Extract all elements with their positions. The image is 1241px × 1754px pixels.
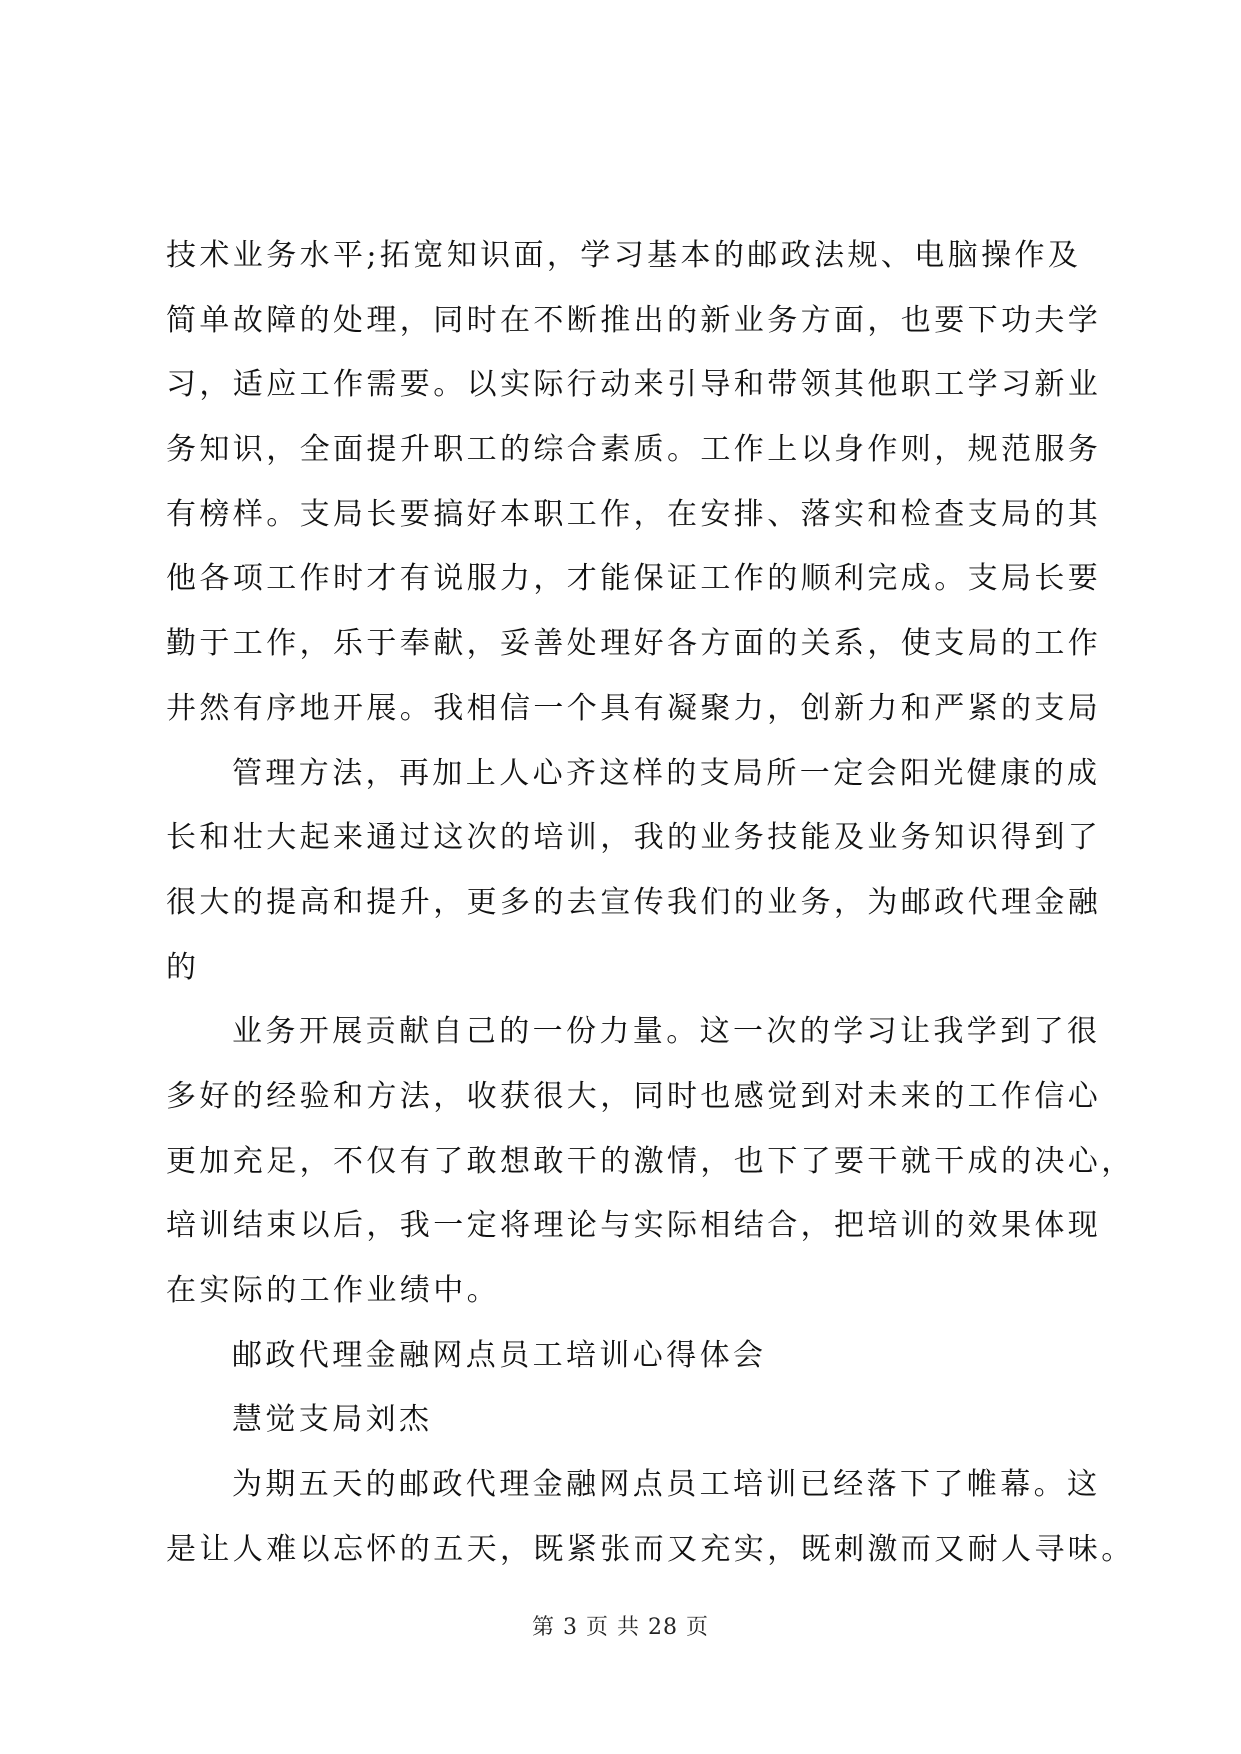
text-line: 技术业务水平;拓宽知识面，学习基本的邮政法规、电脑操作及: [166, 238, 1082, 273]
text-line: 管理方法，再加上人心齐这样的支局所一定会阳光健康的成: [232, 755, 1101, 791]
text-line: 很大的提高和提升，更多的去宣传我们的业务，为邮政代理金融: [166, 884, 1102, 920]
text-line: 井然有序地开展。我相信一个具有凝聚力，创新力和严紧的支局: [166, 690, 1102, 726]
text-line: 他各项工作时才有说服力，才能保证工作的顺利完成。支局长要: [166, 561, 1102, 597]
author-line: 慧觉支局刘杰: [232, 1402, 433, 1438]
text-line: 勤于工作，乐于奉献，妥善处理好各方面的关系，使支局的工作: [166, 626, 1102, 662]
text-line: 在实际的工作业绩中。: [166, 1273, 500, 1308]
text-line: 为期五天的邮政代理金融网点员工培训已经落下了帷幕。这: [232, 1467, 1101, 1503]
text-line: 的: [166, 949, 200, 985]
text-line: 是让人难以忘怀的五天，既紧张而又充实，既刺激而又耐人寻味。: [166, 1531, 1135, 1567]
text-line: 有榜样。支局长要搞好本职工作，在安排、落实和检查支局的其: [166, 496, 1102, 532]
section-title: 邮政代理金融网点员工培训心得体会: [232, 1337, 767, 1373]
text-line: 务知识，全面提升职工的综合素质。工作上以身作则，规范服务: [166, 432, 1102, 468]
text-line: 习，适应工作需要。以实际行动来引导和带领其他职工学习新业: [166, 367, 1102, 403]
text-line: 简单故障的处理，同时在不断推出的新业务方面，也要下功夫学: [166, 302, 1102, 338]
text-line: 长和壮大起来通过这次的培训，我的业务技能及业务知识得到了: [166, 820, 1102, 856]
document-body: [166, 224, 1135, 1582]
text-line: 培训结束以后，我一定将理论与实际相结合，把培训的效果体现: [166, 1208, 1102, 1244]
text-line: 更加充足，不仅有了敢想敢干的激情，也下了要干就干成的决心，: [166, 1143, 1135, 1179]
text-line: 多好的经验和方法，收获很大，同时也感觉到对未来的工作信心: [166, 1078, 1102, 1114]
text-line: 业务开展贡献自己的一份力量。这一次的学习让我学到了很: [232, 1014, 1101, 1050]
page-number: 第 3 页 共 28 页: [532, 1615, 709, 1640]
